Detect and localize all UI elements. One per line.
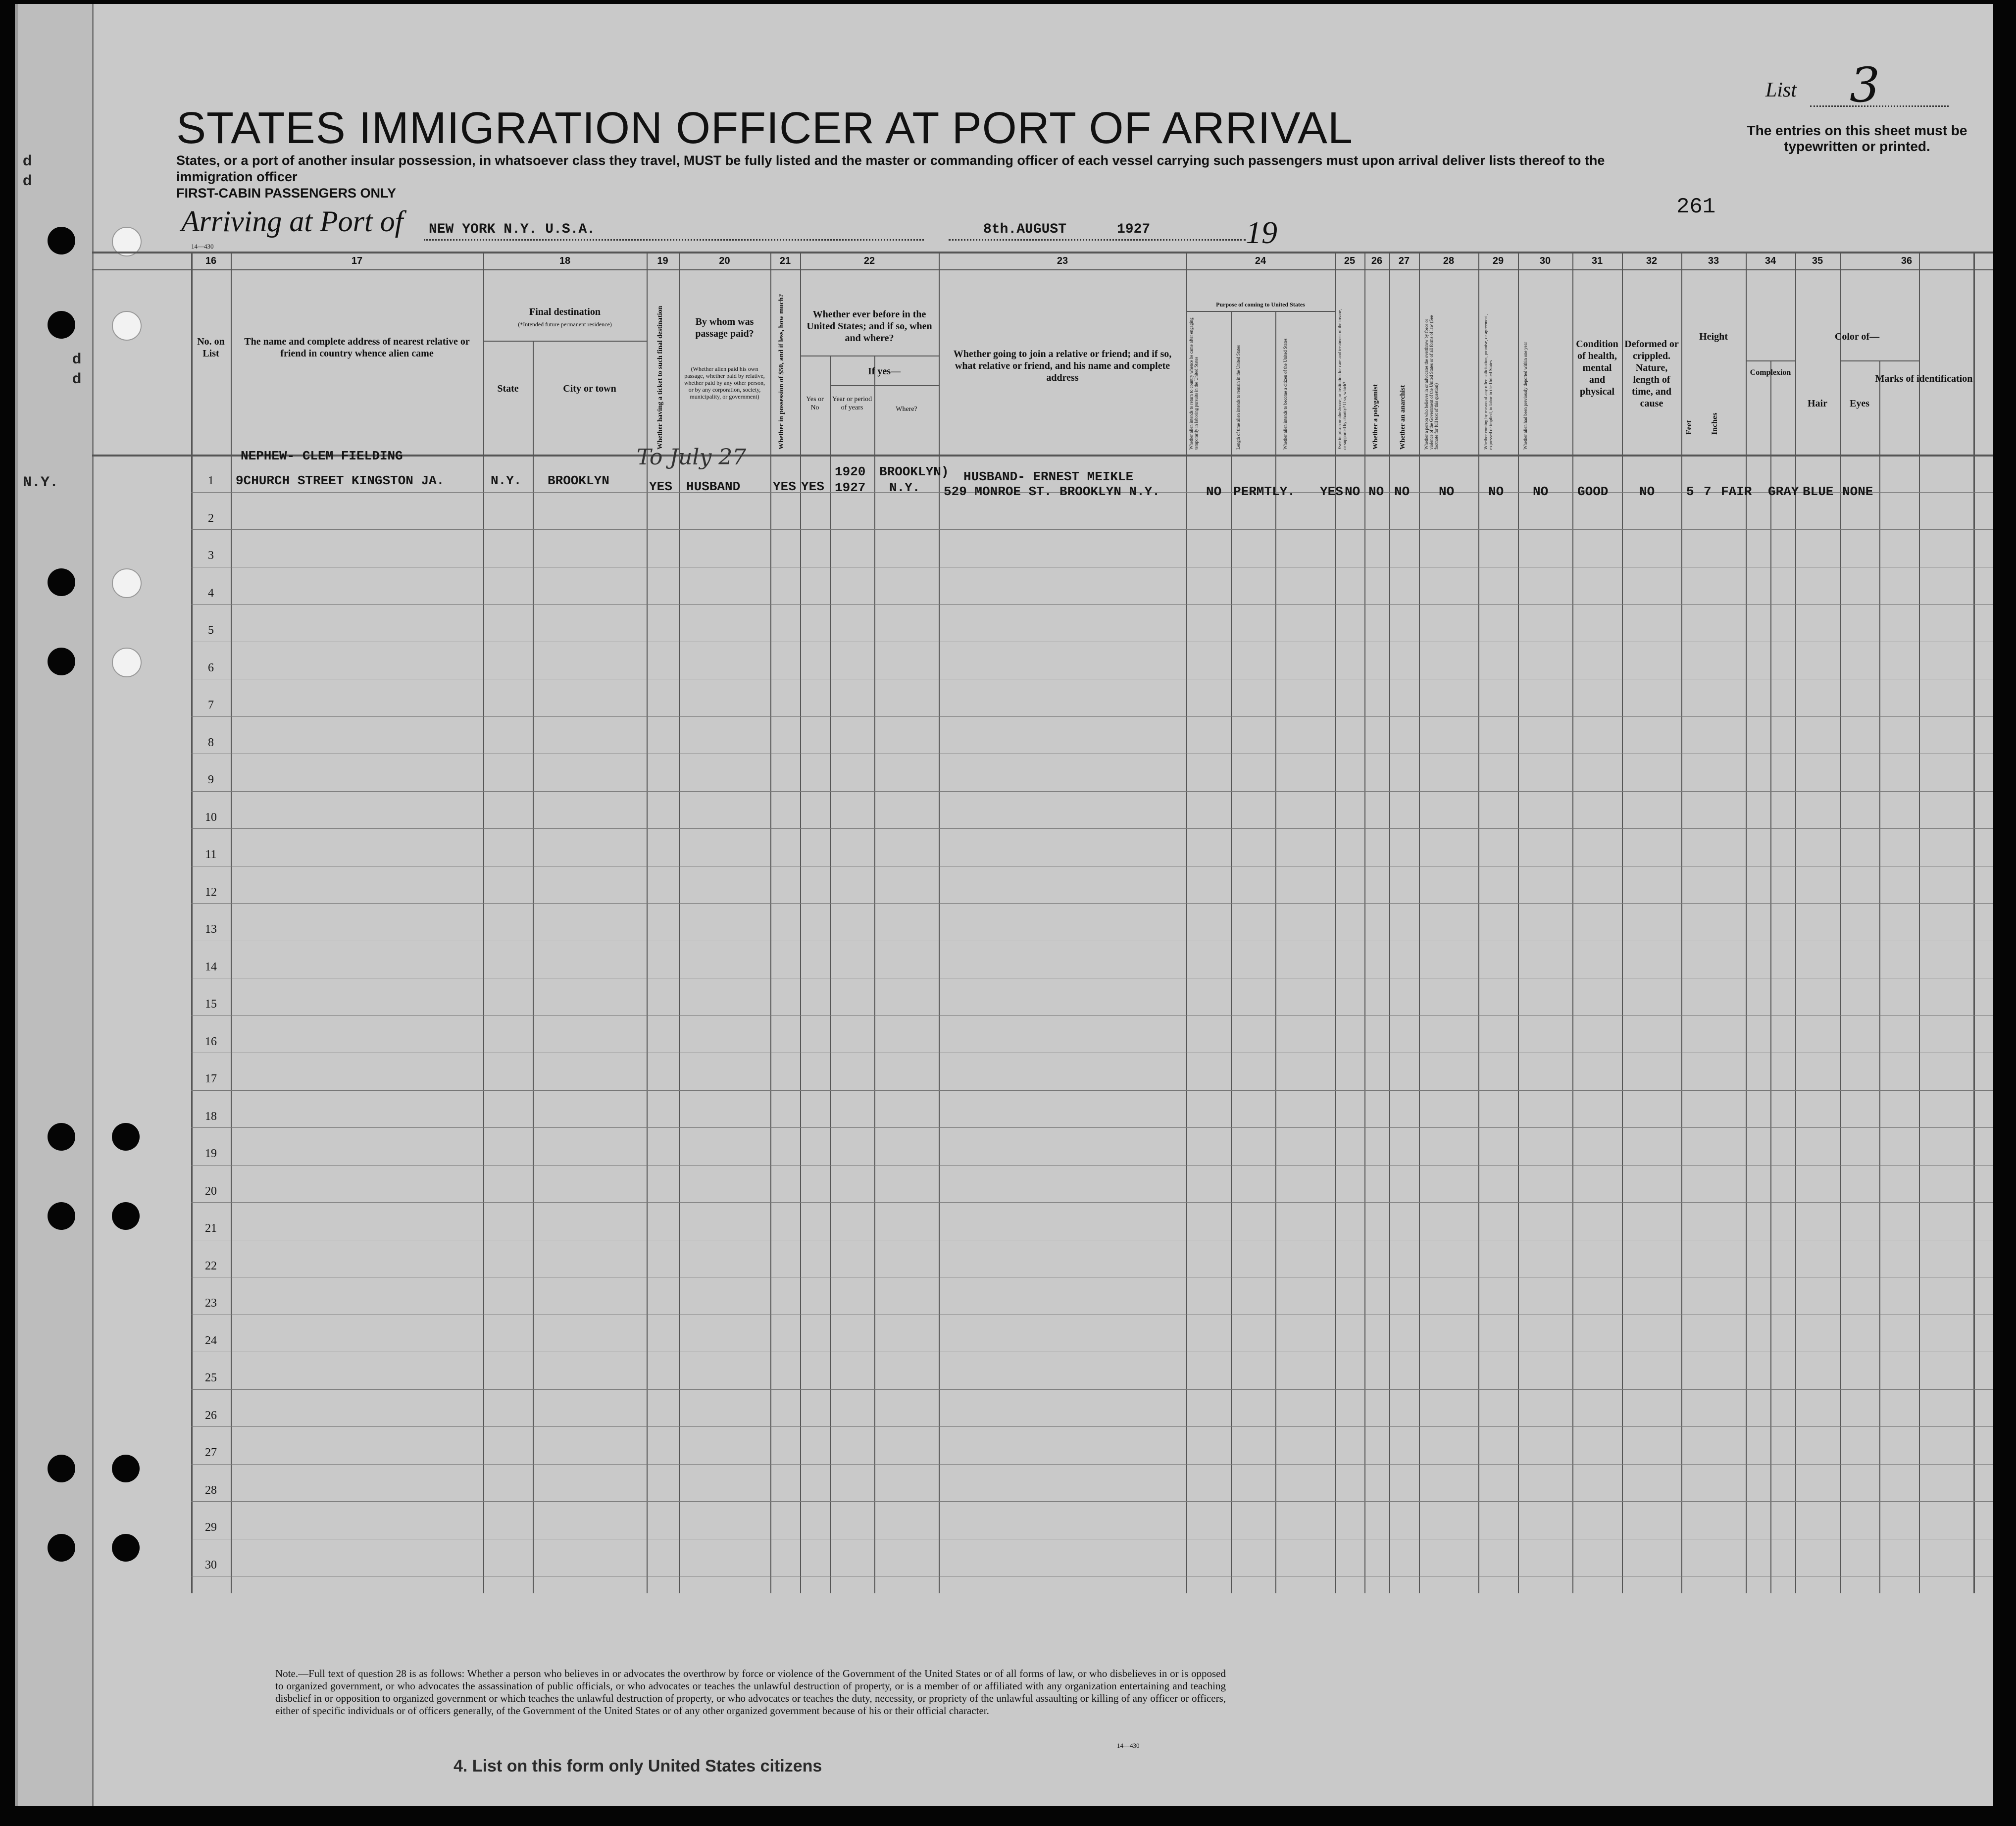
- header-if-yes: If yes—: [867, 366, 901, 377]
- col-border: [533, 341, 534, 1593]
- entry-state: N.Y.: [491, 473, 522, 488]
- header-ever-before: Whether ever before in the United States; and if so, when and where?: [806, 309, 932, 344]
- header-overthrow: Whether a person who believes in or advocates the overthrow by force or violence of the Government of the United States or of all forms of law (See footnote for full text of this question): [1424, 315, 1439, 450]
- col-border: [770, 252, 771, 1593]
- punch-hole: [48, 227, 75, 254]
- entry-complexion: FAIR: [1721, 484, 1752, 499]
- manifest-sheet: [15, 4, 1993, 1806]
- col-border: [1746, 252, 1747, 1593]
- header-prison: Ever in prison or almshouse, or institution for care and treatment of the insane, or supported by charity? If so, which?: [1337, 309, 1347, 450]
- header-polygamist: Whether a polygamist: [1372, 384, 1379, 450]
- header-color-of: Color of—: [1834, 331, 1880, 342]
- header-deformed: Deformed or crippled. Nature, length of time, and cause: [1624, 339, 1679, 409]
- row-number: 24: [205, 1334, 217, 1347]
- footnote-code: 14—430: [1117, 1742, 1140, 1749]
- entry-relative-line1: NEPHEW- CLEM FIELDING: [241, 449, 403, 463]
- header-no-on-list: No. on List: [197, 336, 225, 359]
- date-underline: [949, 239, 1246, 241]
- colnum-32: 32: [1646, 255, 1658, 266]
- row-divider: [191, 529, 1993, 530]
- colnum-36: 36: [1901, 255, 1913, 266]
- subheader-line: [1746, 360, 1795, 361]
- row-divider: [191, 791, 1993, 792]
- col-border: [1795, 252, 1796, 1593]
- row-number: 29: [205, 1521, 217, 1534]
- row-divider: [191, 1501, 1993, 1502]
- punch-hole: [48, 568, 75, 596]
- entry-before-where1: BROOKLYN): [879, 464, 949, 479]
- row-number: 8: [208, 736, 214, 749]
- header-where: Where?: [896, 406, 917, 413]
- page-stamp-number: 261: [1676, 195, 1716, 219]
- row-divider: [191, 1090, 1993, 1091]
- col-border: [1879, 360, 1880, 1593]
- colnum-24: 24: [1255, 255, 1266, 266]
- subheader-line: [483, 341, 647, 342]
- row-number: 28: [205, 1483, 217, 1497]
- punch-hole: [48, 311, 75, 339]
- colnum-34: 34: [1764, 255, 1776, 266]
- header-become-citizen: Whether alien intends to become a citizen of the United States: [1283, 338, 1288, 450]
- row-number: 6: [208, 661, 214, 674]
- arrival-year-typed: 1927: [1117, 222, 1151, 237]
- colnum-20: 20: [719, 255, 730, 266]
- header-length-of-stay: Length of time alien intends to remain in the United States: [1236, 345, 1241, 450]
- col-border: [800, 252, 801, 1593]
- entry-fifty: YES: [773, 479, 796, 494]
- header-labor-offer: Whether coming by reason of any offer, solicitation, promise, or agreement, expressed or implied, to labor in the United States: [1483, 314, 1493, 450]
- colnum-17: 17: [351, 255, 363, 266]
- colnum-30: 30: [1539, 255, 1551, 266]
- edge-row-fragment: N.Y.: [23, 474, 59, 491]
- subheader-line: [830, 385, 939, 386]
- header-passage-paid-sub: (Whether alien paid his own passage, whether paid by relative, whether paid by any other person, or by any corporation, society, municipality, or government): [684, 365, 765, 400]
- form-instructions: [176, 152, 1671, 202]
- edge-char: d: [23, 172, 32, 189]
- col-border: [1186, 252, 1187, 1593]
- entry-citizen: YES: [1320, 484, 1343, 499]
- colnum-31: 31: [1591, 255, 1603, 266]
- row-number: 26: [205, 1409, 217, 1422]
- col-border: [939, 252, 940, 1593]
- manifest-table: [92, 252, 1993, 1593]
- entry-before-yesno: YES: [801, 479, 824, 494]
- list-label: List: [1765, 79, 1797, 101]
- colnum-19: 19: [657, 255, 668, 266]
- row-number: 23: [205, 1297, 217, 1310]
- arrival-date: 8th.AUGUST: [983, 222, 1067, 237]
- col-border: [1231, 311, 1232, 1593]
- col-border: [231, 252, 232, 1593]
- entry-anarchist: NO: [1394, 484, 1410, 499]
- colnum-29: 29: [1492, 255, 1504, 266]
- table-top-border: [92, 252, 1993, 254]
- row-number: 27: [205, 1446, 217, 1459]
- form-code: 14—430: [191, 243, 214, 250]
- row-number: 19: [205, 1147, 217, 1160]
- header-state: State: [497, 383, 519, 394]
- header-anarchist: Whether an anarchist: [1399, 385, 1407, 450]
- handwritten-annotation: To July 27: [637, 445, 747, 470]
- colnum-25: 25: [1344, 255, 1356, 266]
- col-border: [1419, 252, 1420, 1593]
- header-hair: Hair: [1808, 398, 1827, 409]
- header-feet: Feet: [1685, 420, 1693, 435]
- subheader-line: [1186, 311, 1335, 312]
- instructions-text: States, or a port of another insular possession, in whatsoever class they travel, MUST be fully listed and the master or commanding officer of each vessel carrying such passengers must upon arrival deliver lists thereof to the immigration officer: [176, 153, 1605, 184]
- row-number: 10: [205, 811, 217, 824]
- header-city: City or town: [563, 383, 616, 394]
- header-deported: Whether alien had been previously deported within one year: [1523, 342, 1528, 450]
- subheader-line: [800, 355, 939, 356]
- row-number: 7: [208, 699, 214, 711]
- entry-marks: NONE: [1842, 484, 1873, 499]
- header-eyes: Eyes: [1850, 398, 1869, 409]
- header-ticket: Whether having a ticket to such final destination: [656, 305, 664, 450]
- colnum-28: 28: [1443, 255, 1455, 266]
- row-number: 1: [208, 474, 214, 487]
- row-number: 14: [205, 960, 217, 973]
- row-number: 3: [208, 549, 214, 562]
- row-divider: [191, 1015, 1993, 1016]
- col-border: [1389, 252, 1390, 1593]
- entry-eyes: BLUE: [1803, 484, 1834, 499]
- edge-char: d: [72, 370, 82, 387]
- col-border: [191, 252, 193, 1593]
- entry-hair: GRAY: [1768, 484, 1799, 499]
- row-number: 15: [205, 998, 217, 1011]
- col-border: [1770, 360, 1771, 1593]
- entry-feet: 5: [1686, 484, 1694, 499]
- punch-hole: [48, 1202, 75, 1230]
- punch-hole: [48, 1455, 75, 1482]
- header-fifty-dollars: Whether in possession of $50, and if less, how much?: [778, 294, 785, 450]
- header-passage-paid: By whom was passage paid?: [695, 316, 754, 339]
- row-divider: [191, 716, 1993, 717]
- entries-note: The entries on this sheet must be typewritten or printed.: [1747, 123, 1967, 154]
- row-number: 9: [208, 773, 214, 786]
- entry-health: GOOD: [1577, 484, 1609, 499]
- list-number: 3: [1850, 57, 1880, 113]
- first-cabin-label: FIRST-CABIN PASSENGERS ONLY: [176, 186, 397, 201]
- colnum-35: 35: [1812, 255, 1823, 266]
- header-complexion: Complexion: [1750, 368, 1791, 377]
- row-divider: [191, 1426, 1993, 1427]
- punch-hole: [48, 1534, 75, 1562]
- colnum-33: 33: [1708, 255, 1719, 266]
- header-height: Height: [1699, 331, 1728, 342]
- row-number: 4: [208, 586, 214, 600]
- colnum-16: 16: [205, 255, 217, 266]
- row-divider: [191, 1202, 1993, 1203]
- row-number: 22: [205, 1259, 217, 1272]
- punch-hole: [48, 1123, 75, 1151]
- header-final-destination-sub: (*Intended future permanent residence): [518, 321, 612, 328]
- entry-join-line2: 529 MONROE ST. BROOKLYN N.Y.: [944, 484, 1160, 499]
- row-number: 21: [205, 1222, 217, 1235]
- header-join-relative: Whether going to join a relative or friend; and if so, what relative or friend, and his name and complete address: [953, 349, 1172, 383]
- col-border: [1478, 252, 1479, 1593]
- row-number: 25: [205, 1371, 217, 1384]
- col-border: [1681, 252, 1682, 1593]
- header-purpose: Purpose of coming to United States: [1216, 301, 1305, 308]
- entry-city: BROOKLYN: [548, 473, 609, 488]
- row-number: 5: [208, 624, 214, 637]
- entry-ticket: YES: [649, 479, 672, 494]
- entry-return: NO: [1206, 484, 1222, 499]
- colnum-22: 22: [863, 255, 875, 266]
- col-border: [1572, 252, 1573, 1593]
- row-number: 2: [208, 511, 214, 525]
- row-number: 30: [205, 1558, 217, 1572]
- arriving-label: Arriving at Port of: [181, 205, 403, 238]
- col-border: [1518, 252, 1519, 1593]
- header-marks: Marks of identification: [1875, 373, 1973, 384]
- header-intends-return: Whether alien intends to return to country whence he came after engaging temporarily in laboring pursuits in the United States: [1189, 317, 1199, 450]
- col-border: [483, 252, 484, 1593]
- colnum-26: 26: [1371, 255, 1383, 266]
- list-underline: [1810, 105, 1949, 107]
- punch-hole: [48, 648, 75, 675]
- colnum-27: 27: [1398, 255, 1410, 266]
- col-border: [1622, 252, 1623, 1593]
- entry-polygamist: NO: [1368, 484, 1384, 499]
- header-health: Condition of health, mental and physical: [1576, 339, 1618, 397]
- row-divider: [191, 1464, 1993, 1465]
- entry-labor: NO: [1488, 484, 1504, 499]
- col-border: [1919, 252, 1920, 1593]
- footnote: Note.—Full text of question 28 is as follows: Whether a person who believes in or advocates the overthrow by force or violence of the Government of the United States or of all forms of law, or who disbelieves in or is opposed to organized government, or who advocates the assassination of public officials, or who advocates or teaches the unlawful destruction of property, or is a member of or affiliated with any organization entertaining and teaching disbelief in or opposition to organized government or which teaches the unlawful destruction of property, or who advocates or teaches the duty, necessity, or propriety of the unlawful assaulting or killing of any officer or officers, either of specific individuals or of officers generally, of the Government of the United States or of any other organized government because of his or their official character.: [275, 1668, 1226, 1717]
- col-border: [1275, 311, 1276, 1593]
- entry-before-where2: N.Y.: [889, 480, 920, 495]
- col-border: [1973, 252, 1975, 1593]
- colnum-23: 23: [1057, 255, 1068, 266]
- row-number: 16: [205, 1035, 217, 1048]
- col-border: [1840, 252, 1841, 1593]
- row-number: 17: [205, 1072, 217, 1085]
- row-number: 18: [205, 1110, 217, 1123]
- entry-join-line1: HUSBAND- ERNEST MEIKLE: [963, 469, 1134, 484]
- colnum-18: 18: [559, 255, 571, 266]
- col-border: [1364, 252, 1365, 1593]
- row-divider: [191, 1127, 1993, 1128]
- entry-deported: NO: [1533, 484, 1549, 499]
- entry-length: PERMTLY.: [1233, 484, 1295, 499]
- port-of-arrival: NEW YORK N.Y. U.S.A.: [429, 222, 596, 237]
- header-inches: Inches: [1711, 412, 1719, 435]
- bottom-cut-text: 4. List on this form only United States citizens: [454, 1757, 822, 1775]
- row-divider: [191, 604, 1993, 605]
- header-relative-address: The name and complete address of nearest relative or friend in country whence alien came: [244, 336, 470, 359]
- row-number: 13: [205, 923, 217, 936]
- row-number: 11: [205, 848, 217, 861]
- row-number: 12: [205, 885, 217, 899]
- form-title: STATES IMMIGRATION OFFICER AT PORT OF ARRIVAL: [176, 103, 1353, 153]
- entry-overthrow: NO: [1439, 484, 1455, 499]
- entry-before-year1: 1920: [835, 464, 866, 479]
- edge-char: d: [23, 152, 32, 169]
- row-divider: [191, 828, 1993, 829]
- entry-inches: 7: [1704, 484, 1712, 499]
- colnum-21: 21: [779, 255, 791, 266]
- header-yes-or-no: Yes or No: [806, 396, 824, 411]
- entry-paid-by: HUSBAND: [686, 479, 741, 494]
- col-border: [874, 355, 875, 1593]
- port-underline: [424, 239, 924, 241]
- row-divider: [191, 1389, 1993, 1390]
- year-prefix: 19: [1246, 215, 1277, 250]
- header-year-period: Year or period of years: [832, 396, 872, 411]
- column-number-border: [92, 269, 1993, 270]
- col-border: [830, 355, 831, 1593]
- row-divider: [191, 1165, 1993, 1166]
- entry-before-year2: 1927: [835, 480, 866, 495]
- row-divider: [191, 903, 1993, 904]
- header-final-destination: Final destination: [529, 306, 601, 317]
- entry-relative-line2: 9CHURCH STREET KINGSTON JA.: [236, 473, 445, 488]
- col-border: [1335, 252, 1336, 1593]
- entry-deformed: NO: [1639, 484, 1655, 499]
- row-number: 20: [205, 1184, 217, 1198]
- entry-prison: NO: [1345, 484, 1361, 499]
- edge-char: d: [72, 351, 82, 367]
- subheader-line: [1840, 360, 1919, 361]
